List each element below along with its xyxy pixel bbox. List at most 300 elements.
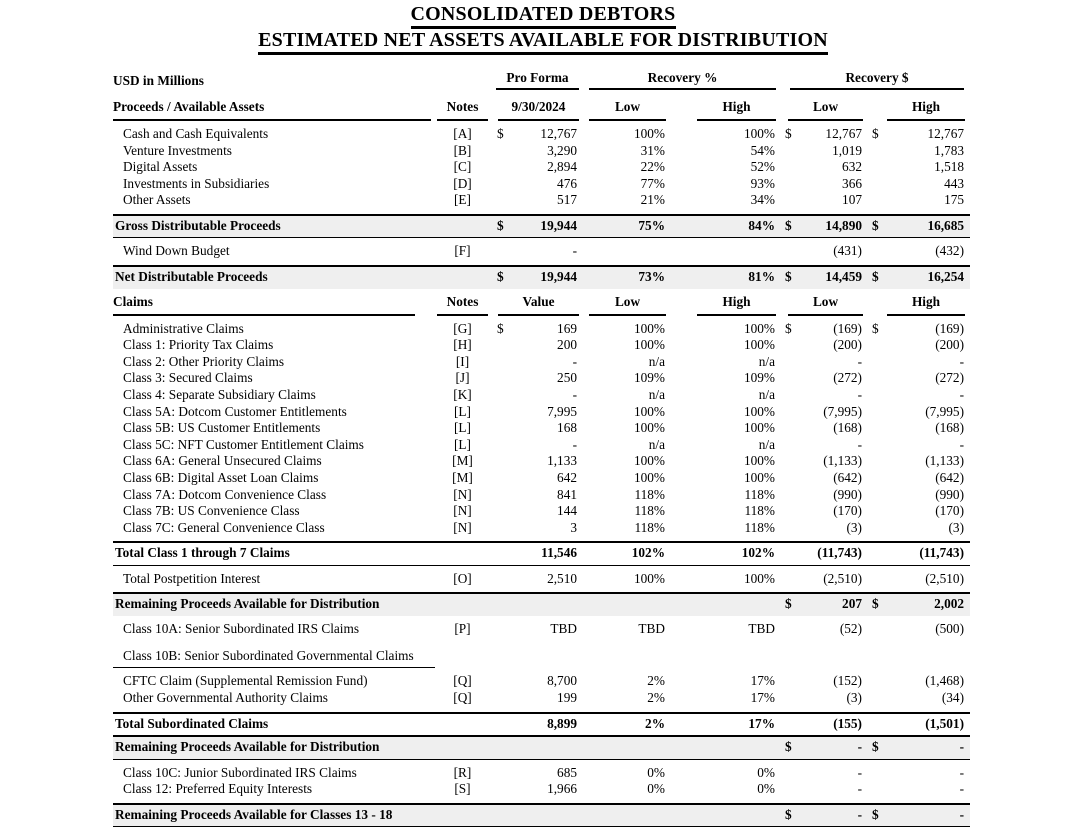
recovery-pct-high-cell: 54% [750,142,775,158]
value-cell: 250 [557,370,577,386]
currency-symbol [778,159,803,176]
value-cell: 685 [557,764,577,780]
recovery-usd-high-cell: - [959,764,965,780]
row-label: Class 4: Separate Subsidiary Claims [123,386,316,402]
note-ref: [J] [455,370,470,386]
value-cell: - [572,436,577,452]
recovery-usd-high-cell: (500) [935,620,965,636]
table-row [113,387,970,404]
table-row [113,668,970,690]
value-cell: - [572,243,577,259]
currency-symbol [865,143,890,160]
currency-symbol: $ [490,215,515,238]
row-label: Other Assets [123,192,191,208]
recovery-usd-low-cell: - [803,736,865,759]
recovery-pct-high-cell: 84% [671,215,778,238]
note-ref: [C] [453,159,472,175]
currency-symbol: $ [497,320,504,336]
row-label: Class 10C: Junior Subordinated IRS Claims [123,764,357,780]
currency-symbol [778,713,803,737]
table-row [113,736,970,759]
row-label: Class 6B: Digital Asset Loan Claims [123,469,319,485]
row-label: Remaining Proceeds Available for Distribution [113,593,435,616]
currency-symbol [490,404,515,421]
currency-symbol: $ [872,126,879,141]
recovery-pct-high-cell: 118% [744,486,775,502]
currency-symbol [865,437,890,454]
recovery-usd-high-cell: (272) [935,370,965,386]
currency-symbol [778,542,803,565]
currency-symbol [490,593,515,616]
note-ref: [M] [452,469,473,485]
units-label: USD in Millions [113,73,204,89]
table-row [113,437,970,454]
currency-symbol [865,690,890,713]
value-cell: 517 [557,192,577,208]
row-label: Administrative Claims [123,320,244,336]
recovery-pct-low-cell [581,804,671,827]
recovery-usd-low-cell: (155) [803,713,865,737]
note-ref: [R] [453,764,472,780]
recovery-pct-low-cell: 73% [581,266,671,289]
claims-section [113,316,970,827]
currency-symbol [490,453,515,470]
value-cell: 19,944 [515,215,581,238]
recovery-usd-low-cell: 107 [842,192,862,208]
currency-symbol [865,781,890,804]
recovery-usd-high-cell: (200) [935,337,965,353]
row-label: Class 7C: General Convenience Class [123,519,325,535]
currency-symbol [778,668,803,690]
claims-section-header: Claims [113,294,415,316]
recovery-pct-high-cell [671,238,778,266]
recovery-usd-high-cell: (169) [935,320,965,336]
row-label: Net Distributable Proceeds [113,266,435,289]
row-label: Class 12: Preferred Equity Interests [123,781,313,797]
currency-symbol: $ [785,320,792,336]
recovery-usd-low-cell: 207 [803,593,865,616]
recovery-usd-high-cell: 16,254 [890,266,970,289]
recovery-usd-high-cell: (642) [935,469,965,485]
recovery-usd-high-cell: 175 [944,192,965,208]
recovery-usd-low-cell: (431) [833,243,862,259]
recovery-usd-high-cell: (2,510) [925,570,965,586]
assets-section [113,121,970,289]
note-ref [435,642,490,668]
currency-symbol [490,238,515,266]
currency-symbol [778,642,803,668]
currency-symbol [490,690,515,713]
recovery-pct-high-cell: 0% [757,781,775,797]
currency-symbol [778,470,803,487]
recovery-pct-low-cell: 100% [633,337,665,353]
row-label: Class 6A: General Unsecured Claims [123,453,322,469]
value-cell [515,736,581,759]
table-row [113,159,970,176]
recovery-usd-high-cell: (34) [941,690,965,706]
recovery-usd-low-cell: (3) [846,690,862,706]
table-row [113,781,970,804]
currency-symbol [865,565,890,593]
recovery-pct-high-cell: 100% [743,453,775,469]
currency-symbol [865,387,890,404]
row-label: Cash and Cash Equivalents [123,126,269,141]
currency-symbol [490,713,515,737]
recovery-usd-low-cell: (642) [833,469,862,485]
note-ref [435,542,490,565]
recovery-usd-low-cell: (990) [833,486,862,502]
recovery-pct-low-cell: 100% [633,126,665,141]
table-row [113,370,970,387]
currency-symbol [778,404,803,421]
currency-symbol [865,503,890,520]
recovery-pct-high-cell: TBD [748,620,775,636]
note-ref: [Q] [453,690,472,706]
recovery-pct-low-cell: 21% [640,192,665,208]
row-label: Other Governmental Authority Claims [123,690,328,706]
table-row [113,215,970,238]
recovery-usd-low-cell: (168) [833,420,862,436]
note-ref: [K] [453,386,472,402]
spacer-cell [435,66,490,90]
value-cell: 3 [570,519,577,535]
currency-symbol [865,759,890,781]
note-ref [435,266,490,289]
recovery-pct-high-cell: 102% [671,542,778,565]
recovery-usd-low-cell: (200) [833,337,862,353]
group-header-row [113,66,970,90]
recovery-usd-high-cell: 12,767 [927,126,965,141]
recovery-usd-low-cell: 366 [842,175,862,191]
assets-column-header-row [113,90,970,121]
recovery-usd-low-cell: (7,995) [823,403,862,419]
currency-symbol [778,690,803,713]
currency-symbol [865,337,890,354]
pct-high-column-header: High [697,294,776,316]
currency-symbol: $ [785,126,792,141]
currency-symbol [490,354,515,371]
recovery-usd-low-cell: (170) [833,503,862,519]
currency-symbol: $ [778,266,803,289]
currency-symbol [778,176,803,193]
table-row [113,420,970,437]
recovery-pct-low-cell: 100% [633,453,665,469]
table-row [113,192,970,215]
table-row [113,176,970,193]
recovery-usd-low-cell: (3) [846,519,862,535]
currency-symbol [490,470,515,487]
row-label: Remaining Proceeds Available for Distribution [113,736,435,759]
recovery-pct-low-cell [581,736,671,759]
currency-symbol [490,503,515,520]
recovery-pct-low-cell: 118% [634,486,665,502]
table-row [113,593,970,616]
notes-column-header: Notes [437,99,488,121]
recovery-pct-low-cell: 118% [634,503,665,519]
currency-symbol [778,387,803,404]
recovery-usd-high-cell: - [890,736,970,759]
value-cell: 169 [557,320,577,336]
note-ref: [O] [453,570,472,586]
note-ref: [E] [454,192,471,208]
recovery-usd-high-cell: - [959,436,965,452]
currency-symbol [490,192,515,215]
recovery-pct-high-cell: n/a [758,353,775,369]
recovery-pct-high-cell: 0% [757,764,775,780]
value-cell: 12,767 [540,126,577,141]
value-cell: 476 [557,175,577,191]
currency-symbol [490,616,515,643]
value-cell: 200 [557,337,577,353]
recovery-pct-high-cell: 52% [750,159,775,175]
row-label: Class 10B: Senior Subordinated Governmental Claims [113,642,435,668]
recovery-pct-low-cell: 109% [633,370,665,386]
currency-symbol [490,804,515,827]
note-ref: [I] [455,353,470,369]
recovery-pct-low-cell: n/a [648,436,665,452]
note-ref: [L] [454,436,471,452]
row-label: Class 1: Priority Tax Claims [123,337,274,353]
value-cell: 1,966 [547,781,577,797]
note-ref: [D] [453,175,472,191]
currency-symbol: $ [865,804,890,827]
value-cell: 144 [557,503,577,519]
currency-symbol [490,337,515,354]
table-row [113,404,970,421]
currency-symbol [490,642,515,668]
table-row [113,804,970,827]
recovery-pct-high-cell: 100% [743,403,775,419]
usd-high-column-header: High [887,99,965,121]
currency-symbol [865,616,890,643]
currency-symbol: $ [778,593,803,616]
recovery-pct-high-cell: 118% [744,519,775,535]
currency-symbol [778,143,803,160]
table-row [113,565,970,593]
pro-forma-group-header: Pro Forma [496,70,579,90]
table-row [113,470,970,487]
currency-symbol [490,437,515,454]
currency-symbol [778,503,803,520]
currency-symbol [490,143,515,160]
recovery-usd-low-cell: 14,890 [803,215,865,238]
currency-symbol: $ [490,266,515,289]
currency-symbol: $ [872,320,879,336]
currency-symbol [865,238,890,266]
currency-symbol [865,404,890,421]
note-ref: [L] [454,403,471,419]
currency-symbol [865,453,890,470]
recovery-pct-high-cell: n/a [758,436,775,452]
usd-low-column-header: Low [788,99,863,121]
row-label: Wind Down Budget [123,243,230,259]
currency-symbol: $ [865,215,890,238]
row-label: Class 7A: Dotcom Convenience Class [123,486,327,502]
currency-symbol [778,453,803,470]
recovery-pct-high-cell: 100% [743,126,775,141]
currency-symbol [865,713,890,737]
recovery-pct-low-cell: 118% [634,519,665,535]
value-cell: - [572,353,577,369]
note-ref: [H] [453,337,472,353]
recovery-pct-low-cell: 102% [581,542,671,565]
recovery-usd-high-cell [890,642,970,668]
recovery-pct-high-cell [671,593,778,616]
recovery-pct-high-cell: 100% [743,320,775,336]
currency-symbol [490,542,515,565]
currency-symbol [490,565,515,593]
recovery-usd-high-cell: (3) [948,519,965,535]
recovery-usd-high-cell: (1,468) [925,673,965,689]
note-ref: [N] [453,486,472,502]
recovery-usd-low-cell: (152) [833,673,862,689]
recovery-usd-low-cell: 632 [842,159,862,175]
value-cell [515,804,581,827]
recovery-usd-high-cell: (432) [935,243,965,259]
row-label: Class 7B: US Convenience Class [123,503,300,519]
note-ref: [B] [453,142,472,158]
value-cell: 1,133 [547,453,577,469]
recovery-usd-high-cell: (1,501) [890,713,970,737]
recovery-pct-low-cell: 100% [633,403,665,419]
claims-header-section [113,289,970,316]
currency-symbol [490,487,515,504]
currency-symbol [865,642,890,668]
currency-symbol [778,337,803,354]
value-cell: TBD [550,620,577,636]
recovery-usd-group-header: Recovery $ [790,70,964,90]
claims-column-header-row [113,289,970,316]
currency-symbol [778,238,803,266]
currency-symbol [778,420,803,437]
recovery-pct-low-cell: 0% [647,764,665,780]
recovery-usd-low-cell: - [857,353,862,369]
currency-symbol [490,781,515,804]
table-row [113,316,970,338]
value-cell: - [572,386,577,402]
recovery-pct-group-header: Recovery % [589,70,776,90]
currency-symbol [865,159,890,176]
row-label: Investments in Subsidiaries [123,175,270,191]
date-column-header: 9/30/2024 [498,99,579,121]
recovery-usd-low-cell: (1,133) [823,453,862,469]
table-row [113,616,970,643]
recovery-usd-high-cell: (1,133) [925,453,965,469]
currency-symbol [490,387,515,404]
currency-symbol [490,736,515,759]
value-cell: 8,899 [515,713,581,737]
row-label: Remaining Proceeds Available for Classes 13 - 18 [113,804,435,827]
recovery-pct-low-cell: 2% [581,713,671,737]
row-label: Class 5A: Dotcom Customer Entitlements [123,403,347,419]
currency-symbol: $ [865,736,890,759]
title-line-2: ESTIMATED NET ASSETS AVAILABLE FOR DISTRIBUTION [0,29,1086,55]
row-label: Class 5C: NFT Customer Entitlement Claims [123,436,364,452]
note-ref [435,593,490,616]
table-row [113,759,970,781]
recovery-pct-high-cell: 100% [743,420,775,436]
recovery-pct-high-cell: 100% [743,337,775,353]
recovery-usd-high-cell: 1,783 [934,142,965,158]
currency-symbol: $ [778,804,803,827]
table-row [113,503,970,520]
row-label: Digital Assets [123,159,198,175]
recovery-pct-low-cell: TBD [638,620,665,636]
recovery-pct-low-cell: 100% [633,420,665,436]
currency-symbol [490,370,515,387]
row-label: Class 10A: Senior Subordinated IRS Claims [123,620,360,636]
notes-column-header: Notes [437,294,488,316]
currency-symbol [778,192,803,215]
recovery-pct-low-cell: 2% [647,673,665,689]
currency-symbol [490,159,515,176]
value-cell: 8,700 [547,673,577,689]
recovery-usd-low-cell: - [803,804,865,827]
note-ref: [A] [453,126,472,141]
recovery-usd-low-cell: 12,767 [825,126,862,141]
pct-low-column-header: Low [589,99,666,121]
currency-symbol [778,370,803,387]
recovery-usd-low-cell: - [857,436,862,452]
currency-symbol [490,420,515,437]
recovery-pct-low-cell: 75% [581,215,671,238]
recovery-usd-high-cell: 2,002 [890,593,970,616]
row-label: Class 2: Other Priority Claims [123,353,285,369]
currency-symbol [865,176,890,193]
recovery-pct-high-cell: 93% [750,175,775,191]
currency-symbol: $ [865,266,890,289]
pct-high-column-header: High [697,99,776,121]
note-ref: [N] [453,503,472,519]
recovery-pct-high-cell: 17% [750,690,775,706]
recovery-usd-low-cell: - [857,386,862,402]
value-column-header: Value [498,294,579,316]
table-row [113,713,970,737]
title-line-1: CONSOLIDATED DEBTORS [0,3,1086,29]
recovery-usd-high-cell: - [890,804,970,827]
table-row [113,542,970,565]
recovery-usd-high-cell: - [959,353,965,369]
value-cell [515,642,581,668]
recovery-usd-low-cell: (11,743) [803,542,865,565]
recovery-usd-high-cell: (170) [935,503,965,519]
recovery-pct-high-cell: 118% [744,503,775,519]
recovery-pct-low-cell: 31% [640,142,665,158]
recovery-usd-low-cell: (52) [839,620,862,636]
recovery-usd-high-cell: - [959,386,965,402]
table-row [113,121,970,143]
recovery-pct-high-cell: 109% [743,370,775,386]
recovery-usd-high-cell: (990) [935,486,965,502]
currency-symbol [865,668,890,690]
currency-symbol [865,487,890,504]
value-cell: 642 [557,469,577,485]
recovery-pct-high-cell: n/a [758,386,775,402]
table-row [113,690,970,713]
recovery-pct-high-cell [671,642,778,668]
recovery-pct-high-cell: 100% [743,570,775,586]
row-label: Class 3: Secured Claims [123,370,253,386]
recovery-pct-low-cell: 77% [640,175,665,191]
table-row [113,520,970,543]
recovery-usd-low-cell: - [857,781,862,797]
row-label: Total Postpetition Interest [123,570,261,586]
row-label: Total Class 1 through 7 Claims [113,542,435,565]
row-label: Class 5B: US Customer Entitlements [123,420,321,436]
recovery-pct-high-cell: 100% [743,469,775,485]
recovery-usd-low-cell: - [857,764,862,780]
currency-symbol [865,542,890,565]
